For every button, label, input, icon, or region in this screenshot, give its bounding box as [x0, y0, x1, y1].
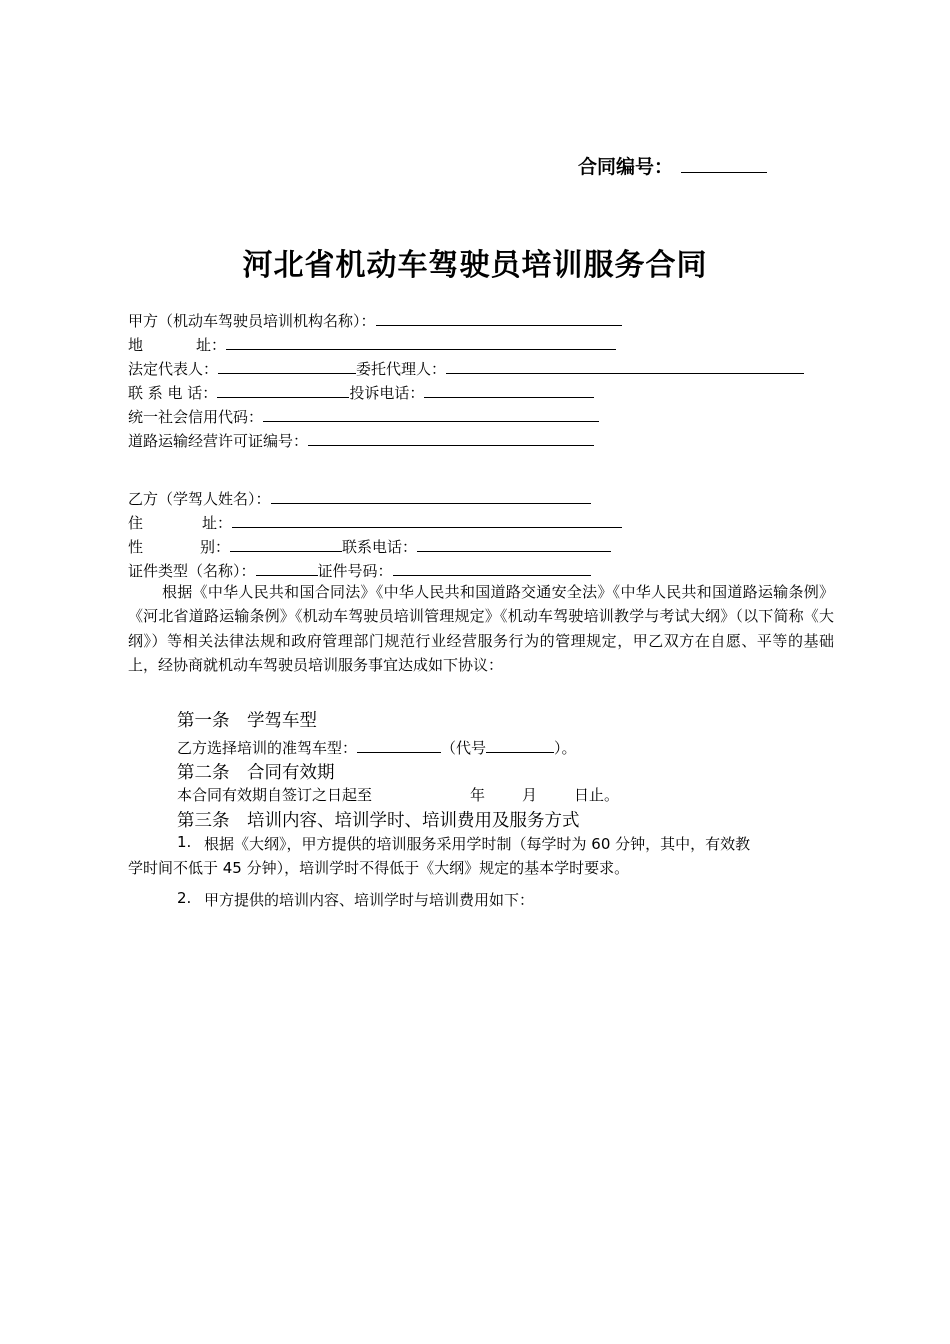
- id-type-label: 证件类型（名称）：: [128, 562, 256, 580]
- article-3-item-2-number: 2.: [177, 889, 192, 907]
- id-no-label: 证件号码：: [317, 562, 393, 580]
- credit-code-label: 统一社会信用代码：: [128, 408, 264, 426]
- agent-label: 委托代理人：: [356, 360, 447, 378]
- party-b-gender-row: 性 别： 联系电话：: [128, 535, 611, 558]
- credit-code-blank: [263, 405, 599, 422]
- id-type-blank: [256, 559, 318, 576]
- party-b-name-blank: [271, 487, 591, 504]
- party-b-name-label: 乙方（学驾人姓名）：: [128, 490, 271, 508]
- party-b-address-label: 住: [128, 514, 144, 532]
- license-row: [128, 429, 594, 452]
- article-1-text: 乙方选择培训的准驾车型： （代号 ）。: [177, 736, 577, 758]
- article-3-item-1-text: 根据《大纲》，甲方提供的培训服务采用学时制（每学时为 60 分钟，其中，有效教: [204, 835, 751, 853]
- credit-code-row: [128, 405, 599, 428]
- article-3-title: 第三条 培训内容、培训学时、培训费用及服务方式: [177, 811, 580, 831]
- party-b-address-blank: [232, 511, 622, 528]
- legal-rep-label: 法定代表人：: [128, 360, 219, 378]
- agent-blank: [446, 357, 804, 374]
- id-no-blank: [393, 559, 591, 576]
- article-1-title: 第一条 学驾车型: [177, 711, 317, 731]
- contract-number-blank: [681, 154, 767, 173]
- party-a-phone-blank: [217, 381, 349, 398]
- contract-number-label: 合同编号：: [578, 156, 674, 178]
- party-b-phone-blank: [417, 535, 611, 552]
- party-b-phone-label: 联系电话：: [342, 538, 418, 556]
- gender-blank: [230, 535, 342, 552]
- party-b-name-row: [128, 487, 591, 510]
- vehicle-type-blank: [357, 736, 441, 753]
- license-blank: [308, 429, 594, 446]
- party-a-phone-row: [128, 381, 594, 404]
- preamble-paragraph: 根据《中华人民共和国合同法》《中华人民共和国道路交通安全法》《中华人民共和国道路运输条例》《河北省道路运输条例》《机动车驾驶员培训管理规定》《机动车驾驶培训教学与考试大纲》（以下简称《大纲》）等相关法律法规和政府管理部门规范行业经营服务行为的管理规定，甲乙双方在自愿、平等的基础上，经协商就机动车驾驶员培训服务事宜达成如下协议：: [128, 583, 834, 674]
- contract-number: [578, 152, 767, 179]
- article-2-year: 年: [470, 786, 486, 804]
- party-a-phone-label: 联 系 电 话：: [128, 384, 218, 402]
- party-a-name-row: [128, 309, 622, 332]
- license-label: 道路运输经营许可证编号：: [128, 432, 309, 450]
- party-a-name-label: 甲方（机动车驾驶员培训机构名称）：: [128, 312, 376, 330]
- vehicle-code-blank: [486, 736, 554, 753]
- article-3-item-1-continuation: 学时间不低于 45 分钟），培训学时不得低于《大纲》规定的基本学时要求。: [128, 859, 630, 877]
- complaint-phone-blank: [424, 381, 594, 398]
- id-row: [128, 559, 591, 582]
- article-2-text: 本合同有效期自签订之日起至: [177, 786, 373, 804]
- party-a-address-row: 地 址：: [128, 333, 616, 356]
- article-3-item-1-number: 1.: [177, 833, 192, 851]
- article-3-item-2-text: 甲方提供的培训内容、培训学时与培训费用如下：: [204, 891, 535, 909]
- party-a-name-blank: [376, 309, 622, 326]
- document-title: 河北省机动车驾驶员培训服务合同: [242, 248, 708, 283]
- article-2-day: 日止。: [574, 786, 620, 804]
- article-2-title: 第二条 合同有效期: [177, 763, 335, 783]
- party-a-address-blank: [226, 333, 616, 350]
- complaint-phone-label: 投诉电话：: [349, 384, 425, 402]
- party-b-address-row: 住 址：: [128, 511, 622, 534]
- legal-rep-blank: [218, 357, 356, 374]
- gender-label: 性: [128, 538, 144, 556]
- party-a-rep-row: [128, 357, 804, 380]
- article-2-month: 月: [522, 786, 538, 804]
- party-a-address-label: 地: [128, 336, 144, 354]
